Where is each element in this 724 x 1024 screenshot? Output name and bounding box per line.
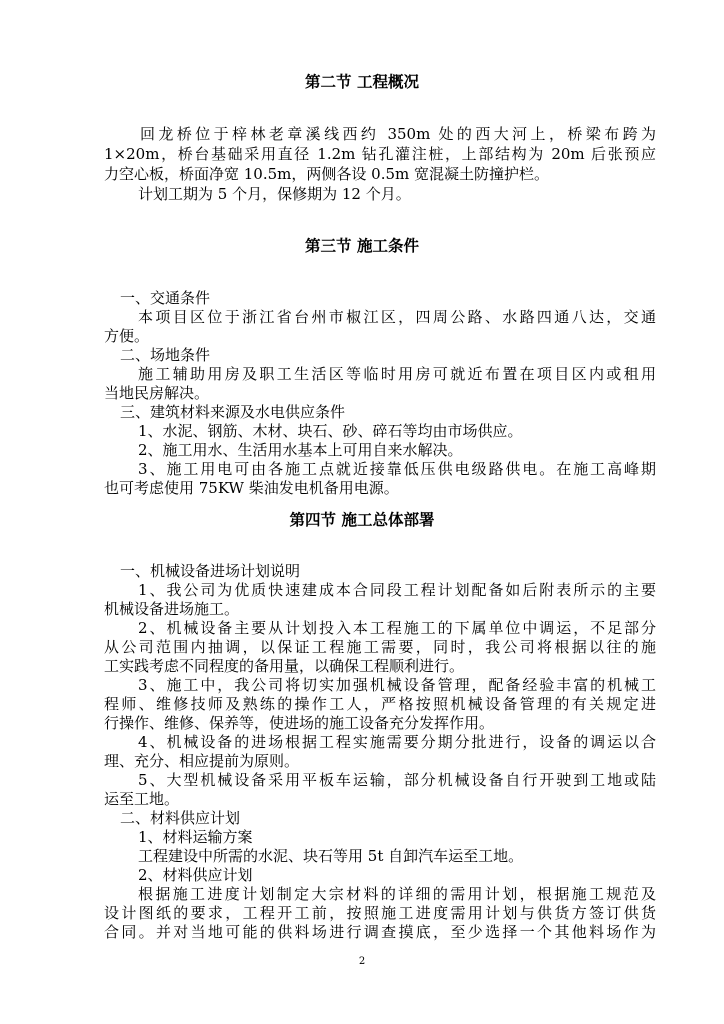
section-2-line-1: 回龙桥位于梓林老章溪线西约 350m 处的西大河上，桥梁布跨为 xyxy=(140,125,656,143)
section-4-line-6: 工实践考虑不同程度的备用量，以确保工程顺利进行。 xyxy=(104,657,465,675)
section-3-title: 第三节 施工条件 xyxy=(305,237,419,255)
section-3-line-8: 1、水泥、钢筋、木材、块石、砂、碎石等均由市场供应。 xyxy=(138,422,523,440)
section-4-line-16: 工程建设中所需的水泥、块石等用 5t 自卸汽车运至工地。 xyxy=(138,847,524,865)
section-3-line-2: 本项目区位于浙江省台州市椒江区，四周公路、水路四通八达，交通 xyxy=(138,308,656,326)
section-3-line-4: 二、场地条件 xyxy=(120,346,211,364)
section-4-title: 第四节 施工总体部署 xyxy=(289,511,435,529)
section-3-line-10: 3、施工用电可由各施工点就近接靠低压供电级路供电。在施工高峰期 xyxy=(138,460,656,478)
section-4-line-3: 机械设备进场施工。 xyxy=(104,600,240,618)
section-4-line-9: 行操作、维修、保养等，使进场的施工设备充分发挥作用。 xyxy=(104,714,495,732)
section-4-line-19: 设计图纸的要求，工程开工前，按照施工进度需用计划与供货方签订供货 xyxy=(104,904,656,922)
section-2-line-3: 力空心板，桥面净宽 10.5m，两侧各设 0.5m 宽混凝土防撞护栏。 xyxy=(104,165,550,183)
section-4-line-2: 1、我公司为优质快速建成本合同段工程计划配备如后附表所示的主要 xyxy=(138,581,656,599)
section-4-line-20: 合同。并对当地可能的供料场进行调查摸底，至少选择一个其他料场作为 xyxy=(104,923,656,941)
section-3-line-7: 三、建筑材料来源及水电供应条件 xyxy=(120,403,346,421)
section-3-line-9: 2、施工用水、生活用水基本上可用自来水解决。 xyxy=(138,441,463,459)
section-4-line-10: 4、机械设备的进场根据工程实施需要分期分批进行，设备的调运以合 xyxy=(138,733,656,751)
section-4-line-15: 1、材料运输方案 xyxy=(138,828,253,846)
section-2-line-2: 1×20m，桥台基础采用直径 1.2m 钻孔灌注桩，上部结构为 20m 后张预应 xyxy=(104,145,656,163)
section-3-line-6: 当地民房解决。 xyxy=(104,384,210,402)
section-4-line-1: 一、机械设备进场计划说明 xyxy=(120,562,301,580)
section-4-line-7: 3、施工中，我公司将切实加强机械设备管理，配备经验丰富的机械工 xyxy=(138,676,656,694)
section-4-line-12: 5、大型机械设备采用平板车运输，部分机械设备自行开驶到工地或陆 xyxy=(138,771,656,789)
section-4-line-14: 二、材料供应计划 xyxy=(120,809,241,827)
section-3-line-5: 施工辅助用房及职工生活区等临时用房可就近布置在项目区内或租用 xyxy=(138,365,656,383)
section-3-line-11: 也可考虑使用 75KW 柴油发电机备用电源。 xyxy=(104,479,399,497)
section-4-line-5: 从公司范围内抽调，以保证工程施工需要，同时，我公司将根据以往的施 xyxy=(104,638,656,656)
section-4-line-11: 理、充分、相应提前为原则。 xyxy=(104,752,300,770)
section-3-line-1: 一、交通条件 xyxy=(120,289,211,307)
section-4-line-4: 2、机械设备主要从计划投入本工程施工的下属单位中调运，不足部分 xyxy=(138,619,656,637)
section-4-line-8: 程师、维修技师及熟练的操作工人，严格按照机械设备管理的有关规定进 xyxy=(104,695,656,713)
section-4-line-18: 根据施工进度计划制定大宗材料的详细的需用计划，根据施工规范及 xyxy=(138,885,656,903)
section-2-line-4: 计划工期为 5 个月，保修期为 12 个月。 xyxy=(138,185,411,203)
section-2-title: 第二节 工程概况 xyxy=(305,73,419,91)
section-3-line-3: 方便。 xyxy=(104,327,150,345)
section-4-line-17: 2、材料供应计划 xyxy=(138,866,253,884)
page-number: 2 xyxy=(358,956,366,967)
section-4-line-13: 运至工地。 xyxy=(104,790,180,808)
